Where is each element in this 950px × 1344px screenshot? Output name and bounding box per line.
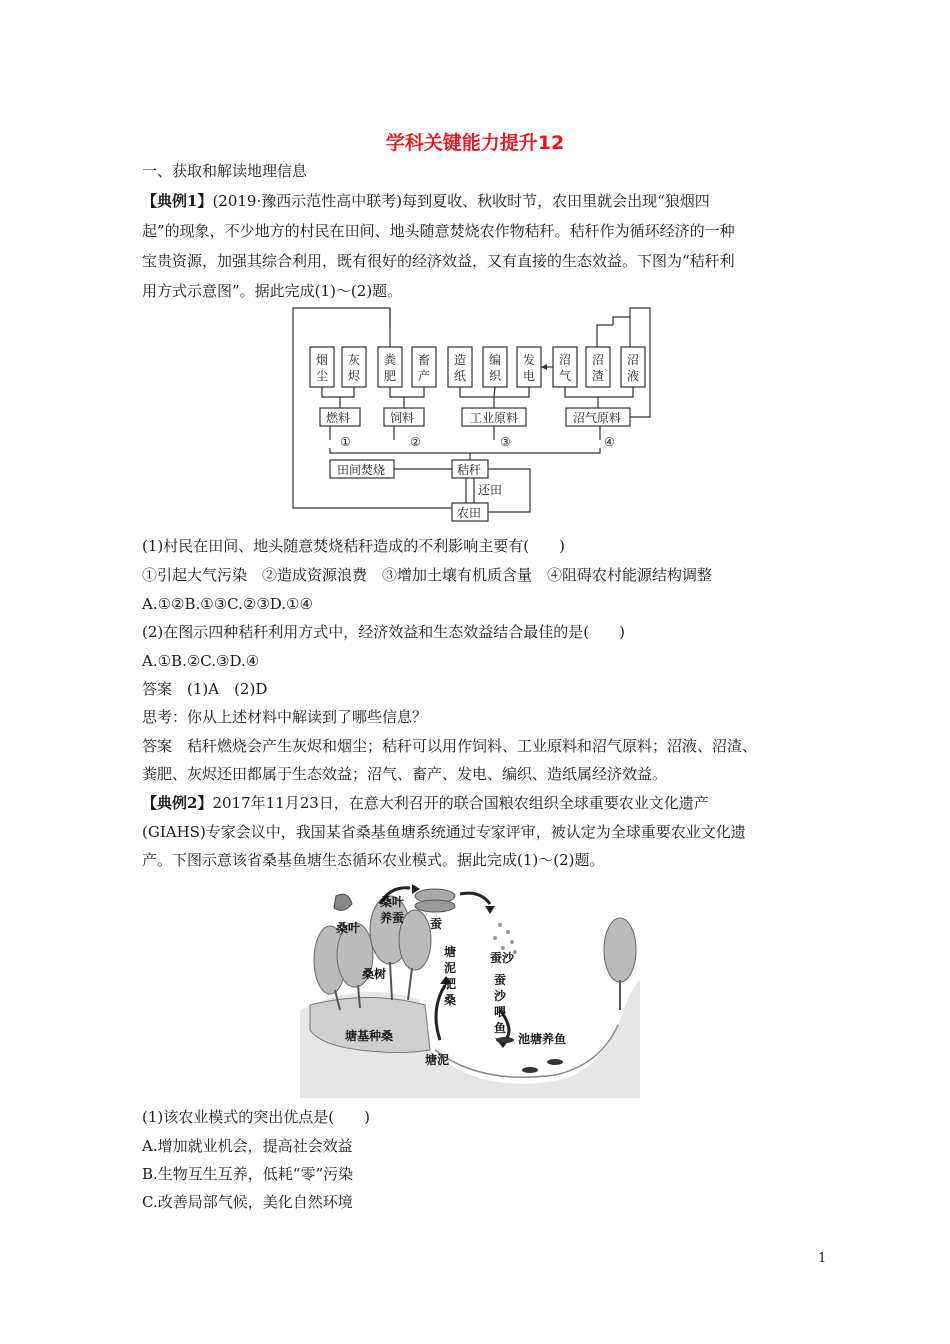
product-label-soot-2: 尘 bbox=[316, 369, 329, 383]
product-label-weave-1: 编 bbox=[489, 353, 502, 367]
example1-question-1-options: A.①②B.①③C.②③D.①④ bbox=[142, 595, 313, 613]
label-feed-fish-3: 喂 bbox=[494, 1005, 507, 1019]
product-label-paper-2: 纸 bbox=[454, 369, 467, 383]
example2-text-1: 2017年11月23日，在意大利召开的联合国粮农组织全球重要农业文化遗产 bbox=[212, 794, 709, 812]
label-silkworm: 蚕 bbox=[430, 917, 443, 931]
example1-intro-line-4: 用方式示意图”。据此完成(1)～(2)题。 bbox=[142, 282, 403, 300]
example1-answer2-line-1: 答案 秸秆燃烧会产生灰烬和烟尘；秸秆可以用作饲料、工业原料和沼气原料；沼液、沼渣、 bbox=[142, 737, 758, 755]
label-feed-fish-2: 沙 bbox=[494, 989, 507, 1003]
label-pond-base: 塘基种桑 bbox=[345, 1029, 394, 1043]
label-mulberry-tree: 桑树 bbox=[362, 967, 387, 981]
example1-intro-line-2: 起”的现象，不少地方的村民在田间、地头随意焚烧农作物秸秆。秸秆作为循环经济的一种 bbox=[142, 222, 735, 240]
product-label-residue-1: 沼 bbox=[592, 353, 605, 367]
example1-think: 思考：你从上述材料中解读到了哪些信息？ bbox=[142, 708, 428, 726]
product-label-livestock-2: 产 bbox=[418, 369, 431, 383]
product-label-power-1: 发 bbox=[523, 353, 536, 367]
use-number-3: ③ bbox=[500, 435, 511, 449]
straw-label: 秸秆 bbox=[457, 463, 482, 477]
label-mulberry-leaf: 桑叶 bbox=[336, 921, 361, 935]
label-mud-fertilize-4: 桑 bbox=[444, 993, 457, 1007]
product-label-livestock-1: 畜 bbox=[418, 353, 431, 367]
use-label-industrial: 工业原料 bbox=[470, 411, 519, 425]
product-label-biogas-1: 沼 bbox=[559, 353, 572, 367]
straw-utilization-diagram bbox=[290, 305, 660, 527]
use-number-2: ② bbox=[410, 435, 421, 449]
farmland-label: 农田 bbox=[457, 506, 482, 520]
product-label-manure-2: 肥 bbox=[384, 369, 397, 383]
example2-option-a: A.增加就业机会，提高社会效益 bbox=[142, 1137, 353, 1155]
burn-label: 田间焚烧 bbox=[337, 463, 386, 477]
example1-tag: 【典例1】 bbox=[142, 192, 213, 210]
return-label: 还田 bbox=[478, 483, 503, 497]
product-label-soot-1: 烟 bbox=[316, 353, 329, 367]
use-number-1: ① bbox=[340, 435, 351, 449]
product-label-ash-1: 灰 bbox=[348, 353, 361, 367]
product-label-paper-1: 造 bbox=[454, 353, 467, 367]
label-silkworm-sand: 蚕沙 bbox=[490, 951, 515, 965]
label-mud-fertilize-1: 塘 bbox=[444, 945, 457, 959]
mulberry-fishpond-illustration bbox=[300, 880, 640, 1098]
example2-question-1: (1)该农业模式的突出优点是( ) bbox=[142, 1108, 370, 1126]
product-label-power-2: 电 bbox=[523, 369, 536, 383]
label-mud-fertilize-2: 泥 bbox=[444, 961, 457, 975]
label-leaf-silkworm-2: 养蚕 bbox=[380, 911, 405, 925]
product-label-weave-2: 织 bbox=[489, 369, 502, 383]
product-label-liquid-1: 沼 bbox=[627, 353, 640, 367]
page-title: 学科关键能力提升12 bbox=[385, 132, 565, 154]
use-label-fodder: 饲料 bbox=[390, 411, 415, 425]
label-mud-fertilize-3: 肥 bbox=[444, 977, 457, 991]
product-label-residue-2: 渣 bbox=[592, 369, 605, 383]
example2-option-b: B.生物互生互养，低耗“零”污染 bbox=[142, 1165, 354, 1183]
use-label-fuel: 燃料 bbox=[326, 411, 351, 425]
example1-text-1: (2019·豫西示范性高中联考)每到夏收、秋收时节，农田里就会出现“狼烟四 bbox=[212, 192, 710, 210]
example1-question-2: (2)在图示四种秸秆利用方式中，经济效益和生态效益结合最佳的是( ) bbox=[142, 623, 625, 641]
product-label-liquid-2: 液 bbox=[627, 369, 640, 383]
example1-question-2-options: A.①B.②C.③D.④ bbox=[142, 652, 260, 670]
example2-intro-line-1 bbox=[142, 792, 709, 814]
label-feed-fish-4: 鱼 bbox=[494, 1021, 507, 1035]
label-fish-pond: 池塘养鱼 bbox=[518, 1032, 567, 1046]
product-label-manure-1: 粪 bbox=[384, 353, 397, 367]
product-label-biogas-2: 气 bbox=[559, 369, 572, 383]
example1-question-1: (1)村民在田间、地头随意焚烧秸秆造成的不利影响主要有( ) bbox=[142, 537, 565, 555]
example1-answer: 答案 (1)A (2)D bbox=[142, 680, 268, 698]
page-number: 1 bbox=[818, 1251, 827, 1266]
example2-tag: 【典例2】 bbox=[142, 794, 213, 812]
use-label-biogas-material: 沼气原料 bbox=[573, 411, 622, 425]
example1-intro-line-3: 宝贵资源，加强其综合利用，既有很好的经济效益，又有直接的生态效益。下图为“秸秆利 bbox=[142, 252, 735, 270]
example2-intro-line-3: 产。下图示意该省桑基鱼塘生态循环农业模式。据此完成(1)～(2)题。 bbox=[142, 851, 605, 869]
section-heading: 一、获取和解读地理信息 bbox=[142, 162, 308, 180]
example1-intro-line-1 bbox=[142, 190, 710, 212]
example2-option-c: C.改善局部气候，美化自然环境 bbox=[142, 1193, 353, 1211]
example2-intro-line-2: (GIAHS)专家会议中，我国某省桑基鱼塘系统通过专家评审，被认定为全球重要农业文化遗 bbox=[142, 823, 746, 841]
example1-question-1-statements: ①引起大气污染 ②造成资源浪费 ③增加土壤有机质含量 ④阻碍农村能源结构调整 bbox=[142, 566, 713, 584]
product-label-ash-2: 烬 bbox=[348, 369, 361, 383]
label-leaf-silkworm-1: 桑叶 bbox=[380, 895, 405, 909]
label-pond-mud: 塘泥 bbox=[425, 1053, 450, 1067]
example1-answer2-line-2: 粪肥、灰烬还田都属于生态效益；沼气、畜产、发电、编织、造纸属经济效益。 bbox=[142, 765, 668, 783]
label-feed-fish-1: 蚕 bbox=[494, 973, 507, 987]
use-number-4: ④ bbox=[604, 435, 615, 449]
